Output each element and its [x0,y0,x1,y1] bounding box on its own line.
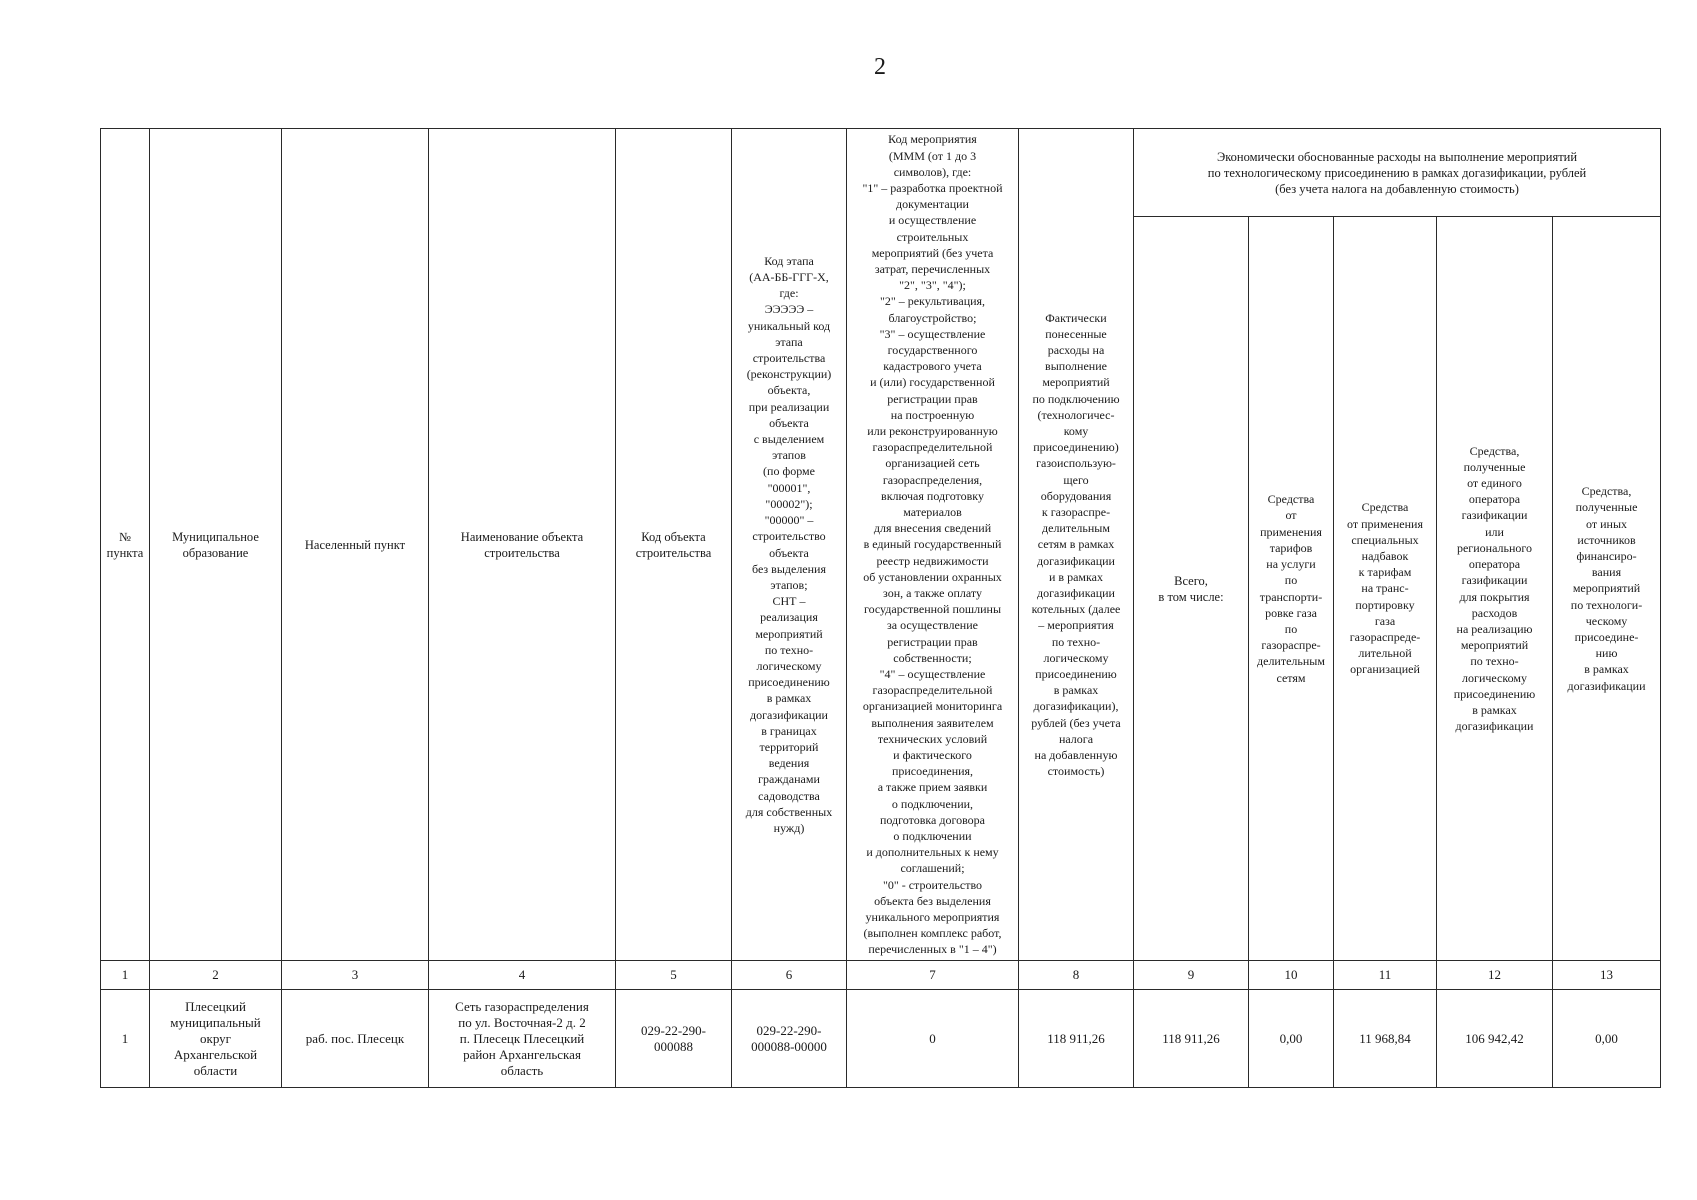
header-settlement: Населенный пункт [282,129,429,961]
cell-operator-funds: 106 942,42 [1437,990,1553,1088]
page-number: 2 [874,54,886,80]
column-number: 11 [1334,961,1437,990]
cell-stage-code: 029-22-290- 000088-00000 [732,990,847,1088]
column-number: 5 [616,961,732,990]
column-number: 10 [1249,961,1334,990]
column-number-row [101,961,1661,990]
header-row [101,129,1661,217]
column-number: 3 [282,961,429,990]
expenses-table [100,128,1661,1088]
column-number: 6 [732,961,847,990]
column-number: 9 [1134,961,1249,990]
header-object-name: Наименование объекта строительства [429,129,616,961]
cell-settlement: раб. пос. Плесецк [282,990,429,1088]
cell-tariffs: 0,00 [1249,990,1334,1088]
column-number: 7 [847,961,1019,990]
header-stage-code: Код этапа (АА-ББ-ГГГ-Х, где: ЭЭЭЭЭ – уникальный код этапа строительства (реконструкции) объекта, при реализации объекта с выделением этапов (по форме "00001", "00002"); "00000" – строительство объекта без выделения этапов; СНТ – реализация мероприятий по техно- логическому присоединению в рамках догазификации в границах территорий ведения гражданами садоводства для собственных нужд) [732,129,847,961]
column-number: 8 [1019,961,1134,990]
table-row [101,990,1661,1088]
column-number: 2 [150,961,282,990]
cell-event-code: 0 [847,990,1019,1088]
header-economic-costs-group: Экономически обоснованные расходы на выполнение мероприятий по технологическому присоединению в рамках догазификации, рублей (без учета налога на добавленную стоимость) [1134,129,1661,217]
cell-surcharges: 11 968,84 [1334,990,1437,1088]
column-number: 4 [429,961,616,990]
cell-total: 118 911,26 [1134,990,1249,1088]
header-surcharges: Средства от применения специальных надбавок к тарифам на транс- портировку газа газораспреде- лительной организацией [1334,217,1437,961]
header-other-sources: Средства, полученные от иных источников финансиро- вания мероприятий по технологи- ческому присоедине- нию в рамках догазификации [1553,217,1661,961]
header-actual-costs: Фактически понесенные расходы на выполнение мероприятий по подключению (технологичес- кому присоединению) газоиспользую- щего оборудования к газораспре- делительным сетям в рамках догазификации и в рамках догазификации котельных (далее – мероприятия по техно- логическому присоединению в рамках догазификации), рублей (без учета налога на добавленную стоимость) [1019,129,1134,961]
header-event-code: Код мероприятия (МММ (от 1 до 3 символов), где: "1" – разработка проектной документации и осуществление строительных мероприятий (без учета затрат, перечисленных "2", "3", "4"); "2" – рекультивация, благоустройство; "3" – осуществление государственного кадастрового учета и (или) государственной регистрации прав на построенную или реконструированную газораспределительной организацией сеть газораспределения, включая подготовку материалов для внесения сведений в единый государственный реестр недвижимости об установлении охранных зон, а также оплату государственной пошлины за осуществление регистрации прав собственности; "4" – осуществление газораспределительной организацией мониторинга выполнения заявителем технических условий и фактического присоединения, а также прием заявки о подключении, подготовка договора о подключении и дополнительных к нему соглашений; "0" - строительство объекта без выделения уникального мероприятия (выполнен комплекс работ, перечисленных в "1 – 4") [847,129,1019,961]
cell-other-sources: 0,00 [1553,990,1661,1088]
header-item-number: № пункта [101,129,150,961]
column-number: 12 [1437,961,1553,990]
column-number: 13 [1553,961,1661,990]
header-object-code: Код объекта строительства [616,129,732,961]
cell-object-name: Сеть газораспределения по ул. Восточная-2 д. 2 п. Плесецк Плесецкий район Архангельская область [429,990,616,1088]
column-number: 1 [101,961,150,990]
cell-actual-costs: 118 911,26 [1019,990,1134,1088]
cell-municipality: Плесецкий муниципальный округ Архангельской области [150,990,282,1088]
header-operator-funds: Средства, полученные от единого оператора газификации или регионального оператора газификации для покрытия расходов на реализацию мероприятий по техно- логическому присоединению в рамках догазификации [1437,217,1553,961]
cell-object-code: 029-22-290- 000088 [616,990,732,1088]
header-municipality: Муниципальное образование [150,129,282,961]
cell-item-number: 1 [101,990,150,1088]
header-total: Всего, в том числе: [1134,217,1249,961]
header-tariffs: Средства от применения тарифов на услуги по транспорти- ровке газа по газораспре- делительным сетям [1249,217,1334,961]
